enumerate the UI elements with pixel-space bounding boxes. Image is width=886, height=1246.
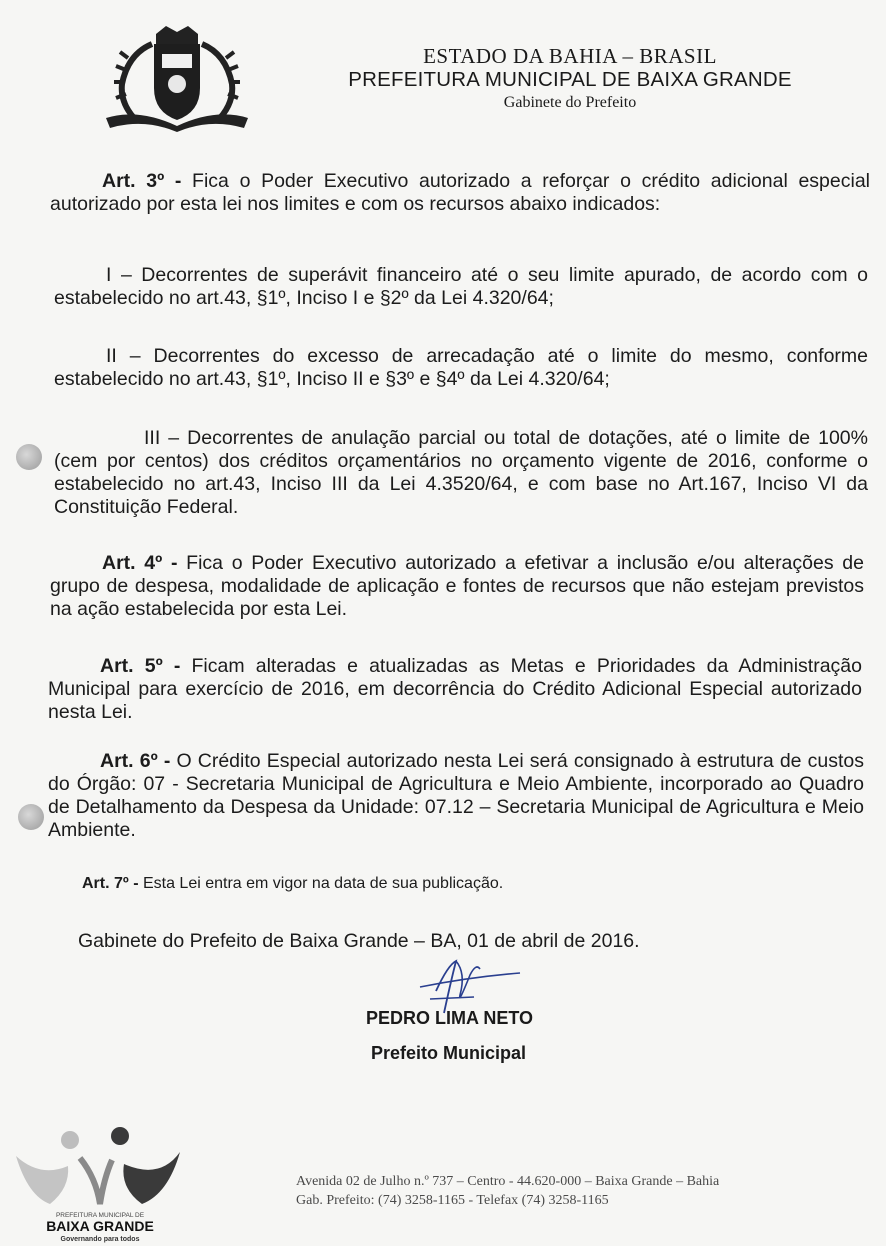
closing-date: Gabinete do Prefeito de Baixa Grande – BA, 01 de abril de 2016. (78, 930, 640, 952)
logo-name-text: BAIXA GRANDE (46, 1218, 154, 1234)
article-3-item-2 (54, 345, 868, 391)
signatory-name: PEDRO LIMA NETO (366, 1008, 534, 1028)
article-7-label: Art. 7º - (82, 875, 139, 892)
prefecture-line: PREFEITURA MUNICIPAL DE BAIXA GRANDE (348, 68, 792, 91)
article-5 (48, 655, 862, 724)
article-4 (50, 552, 864, 621)
article-6-label: Art. 6º - (100, 750, 171, 772)
article-3-item-1-text: I – Decorrentes de superávit financeiro até o seu limite apurado, de acordo com o estabelecido no art.43, §1º, Inciso I e §2º da Lei 4.320/64; (54, 264, 868, 309)
state-line: ESTADO DA BAHIA – BRASIL (423, 44, 717, 68)
article-4-text: Fica o Poder Executivo autorizado a efetivar a inclusão e/ou alterações de grupo de despesa, modalidade de aplicação e fontes de recursos que não estejam previstos na ação estabelecida por esta Lei. (50, 552, 864, 620)
article-4-label: Art. 4º - (102, 552, 178, 574)
office-line: Gabinete do Prefeito (503, 94, 637, 111)
article-3-item-3 (54, 427, 868, 519)
logo-slogan-text: Governando para todos (60, 1236, 140, 1243)
article-5-label: Art. 5º - (100, 655, 181, 677)
article-3-item-3-text: III – Decorrentes de anulação parcial ou total de dotações, até o limite de 100% (cem por centos) dos créditos orçamentários no orçamento vigente de 2016, conforme o estabelecido no art.43, Inciso III da Lei 4.3520/64, e com base no Art.167, Inciso VI da Constituição Federal. (54, 427, 868, 518)
article-3-text: Fica o Poder Executivo autorizado a reforçar o crédito adicional especial autorizado por esta lei nos limites e com os recursos abaixo indicados: (50, 170, 870, 215)
footer-address-line-1: Avenida 02 de Julho n.º 737 – Centro - 44.620-000 – Baixa Grande – Bahia (296, 1174, 720, 1189)
municipal-logo-icon (10, 1118, 190, 1246)
punch-hole (18, 804, 44, 830)
article-7-text: Esta Lei entra em vigor na data de sua publicação. (138, 875, 504, 892)
article-3 (50, 170, 870, 216)
article-3-item-1 (54, 264, 868, 310)
signatory-title: Prefeito Municipal (371, 1043, 527, 1063)
article-6-text: O Crédito Especial autorizado nesta Lei será consignado à estrutura de custos do Órgão: 07 - Secretaria Municipal de Agricultura e Meio Ambiente, incorporado ao Quadro de Detalhamento da Despesa da Unidade: 07.12 – Secretaria Municipal de Agricultura e Meio Ambiente. (48, 750, 865, 841)
logo-top-text: PREFEITURA MUNICIPAL DE (55, 1212, 145, 1219)
punch-hole (16, 444, 42, 470)
footer-address-line-2: Gab. Prefeito: (74) 3258-1165 - Telefax (74) 3258-1165 (296, 1193, 609, 1208)
article-5-text: Ficam alteradas e atualizadas as Metas e Prioridades da Administração Municipal para exercício de 2016, em decorrência do Crédito Adicional Especial autorizado nesta Lei. (48, 655, 862, 723)
letterhead (290, 44, 850, 114)
article-3-item-2-text: II – Decorrentes do excesso de arrecadação até o limite do mesmo, conforme estabelecido no art.43, §1º, Inciso II e §3º e §4º da Lei 4.320/64; (54, 345, 868, 390)
article-3-label: Art. 3º - (102, 170, 182, 192)
article-7 (82, 874, 782, 894)
article-6 (48, 750, 864, 842)
footer-address (296, 1172, 836, 1210)
coat-of-arms-icon (98, 14, 256, 134)
